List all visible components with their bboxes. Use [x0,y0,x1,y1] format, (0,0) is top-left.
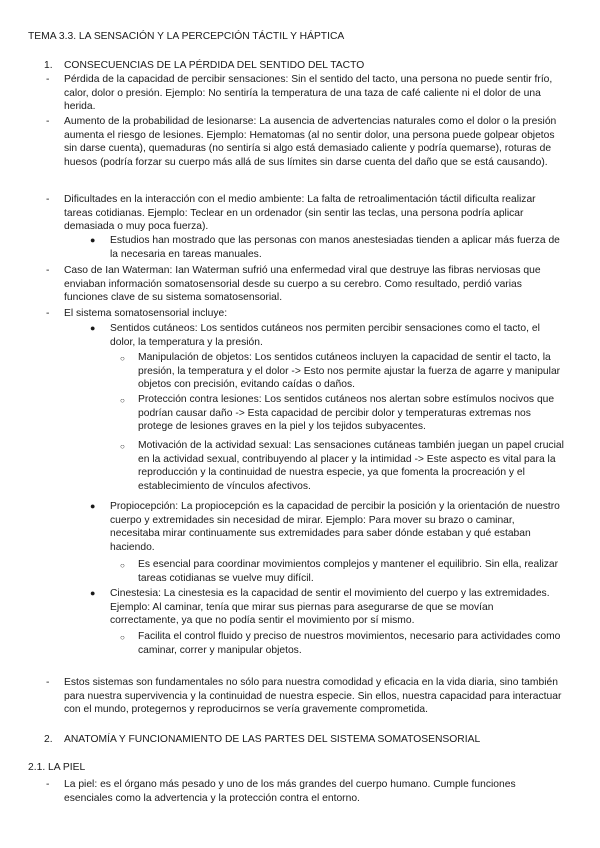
section-1-heading [44,59,364,73]
item-perdida: Pérdida de la capacidad de percibir sensaciones: Sin el sentido del tacto, una persona no puede sentir frío, calor, dolor o presión. Ejemplo: No sentiría la temperatura de una taza de café caliente ni el dolor de una herida. [64,74,553,113]
item-lesiones: Aumento de la probabilidad de lesionarse: La ausencia de advertencias naturales como el dolor o la presión aumenta el riesgo de lesiones. Ejemplo: Hematomas (al no sentir dolor, una persona puede golpear objetos sin darse cuenta), quemaduras (no sentiría si algo está demasiado caliente y podría quemarse), roturas de huesos (podría forzar su cuerpo más allá de sus límites sin darse cuenta del daño que se está causando). [64,116,557,168]
item-manipulacion: Manipulación de objetos: Los sentidos cutáneos incluyen la capacidad de sentir el tacto, la presión, la temperatura y el dolor -> Esto nos permite ajustar la fuerza de agarre y manipular objetos con precisión, evitando caídas o daños. [138,352,561,391]
subsection-2-1-heading: 2.1. LA PIEL [28,762,86,773]
dash-marker: - [46,74,50,85]
item-motivacion: Motivación de la actividad sexual: Las sensaciones cutáneas también juegan un papel crucial en la actividad sexual, contribuyendo al placer y la intimidad -> Este aspecto es vital para la reproducción y la continuidad de nuestra especie, ya que fomenta la procreación y el establecimiento de vínculos afectivos. [138,440,564,492]
bullet-marker: ● [90,588,96,598]
circle-marker: ○ [120,442,125,451]
dash-marker: - [46,779,50,790]
circle-marker: ○ [120,561,125,570]
bullet-marker: ● [90,235,96,245]
item-cutaneos: Sentidos cutáneos: Los sentidos cutáneos nos permiten percibir sensaciones como el tacto, el dolor, la temperatura y la presión. [110,323,540,348]
circle-marker: ○ [120,354,125,363]
section-2-heading [44,733,480,747]
section-number: 2. [44,734,53,745]
item-propiocepcion: Propiocepción: La propiocepción es la capacidad de percibir la posición y la orientación de nuestro cuerpo y extremidades sin necesidad de mirar. Ejemplo: Para mover su brazo o caminar, necesitaba mirar continuamente sus extremidades para saber dónde estaban y qué estaban haciendo. [110,501,560,553]
section-number: 1. [44,60,53,71]
item-waterman: Caso de Ian Waterman: Ian Waterman sufrió una enfermedad viral que destruye las fibras nerviosas que enviaban información somatosensorial desde su cuerpo a su cerebro. Como resultado, perdió varias funciones clave de su sistema somatosensorial. [64,265,541,304]
section-title: ANATOMÍA Y FUNCIONAMIENTO DE LAS PARTES DEL SISTEMA SOMATOSENSORIAL [64,734,481,745]
bullet-marker: ● [90,323,96,333]
dash-marker: - [46,265,50,276]
document-title: TEMA 3.3. LA SENSACIÓN Y LA PERCEPCIÓN TÁCTIL Y HÁPTICA [28,31,345,42]
item-sistemas: Estos sistemas son fundamentales no sólo para nuestra comodidad y eficacia en la vida diaria, sino también para nuestra supervivencia y la continuidad de nuestra especie. Sin ellos, nuestra capacidad para interactuar con el mundo, protegernos y reproducirnos se vería gravemente comprometida. [64,677,562,716]
dash-marker: - [46,308,50,319]
item-dificultades: Dificultades en la interacción con el medio ambiente: La falta de retroalimentación táctil dificulta realizar tareas cotidianas. Ejemplo: Teclear en un ordenador (sin sentir las teclas, una persona podría aplicar demasiada o muy poca fuerza). [64,194,536,233]
item-cinestesia: Cinestesia: La cinestesia es la capacidad de sentir el movimiento del cuerpo y las extremidades. Ejemplo: Al caminar, tenía que mirar sus piernas para asegurarse de que se movían correctamente, ya que no podía sentir el movimiento por sí mismo. [110,588,550,627]
item-facilita: Facilita el control fluido y preciso de nuestros movimientos, necesario para actividades como caminar, correr y manipular objetos. [138,631,561,656]
bullet-marker: ● [90,501,96,511]
dash-marker: - [46,116,50,127]
circle-marker: ○ [120,633,125,642]
item-sistema: El sistema somatosensorial incluye: [64,308,228,319]
dash-marker: - [46,677,50,688]
item-proteccion: Protección contra lesiones: Los sentidos cutáneos nos alertan sobre estímulos nocivos que podrían causar daño -> Esta capacidad de percibir dolor y temperaturas extremas nos protege de lesiones graves en la piel y los tejidos subyacentes. [138,394,555,433]
item-estudios: Estudios han mostrado que las personas con manos anestesiadas tienden a aplicar más fuerza de la necesaria en tareas manuales. [110,235,560,260]
item-piel: La piel: es el órgano más pesado y uno de los más grandes del cuerpo humano. Cumple funciones esenciales como la advertencia y la protección contra el entorno. [64,779,516,804]
dash-marker: - [46,194,50,205]
circle-marker: ○ [120,396,125,405]
item-esencial: Es esencial para coordinar movimientos complejos y mantener el equilibrio. Sin ella, realizar tareas cotidianas se vuelve muy difícil. [138,559,559,584]
section-title: CONSECUENCIAS DE LA PÉRDIDA DEL SENTIDO DEL TACTO [64,60,365,71]
